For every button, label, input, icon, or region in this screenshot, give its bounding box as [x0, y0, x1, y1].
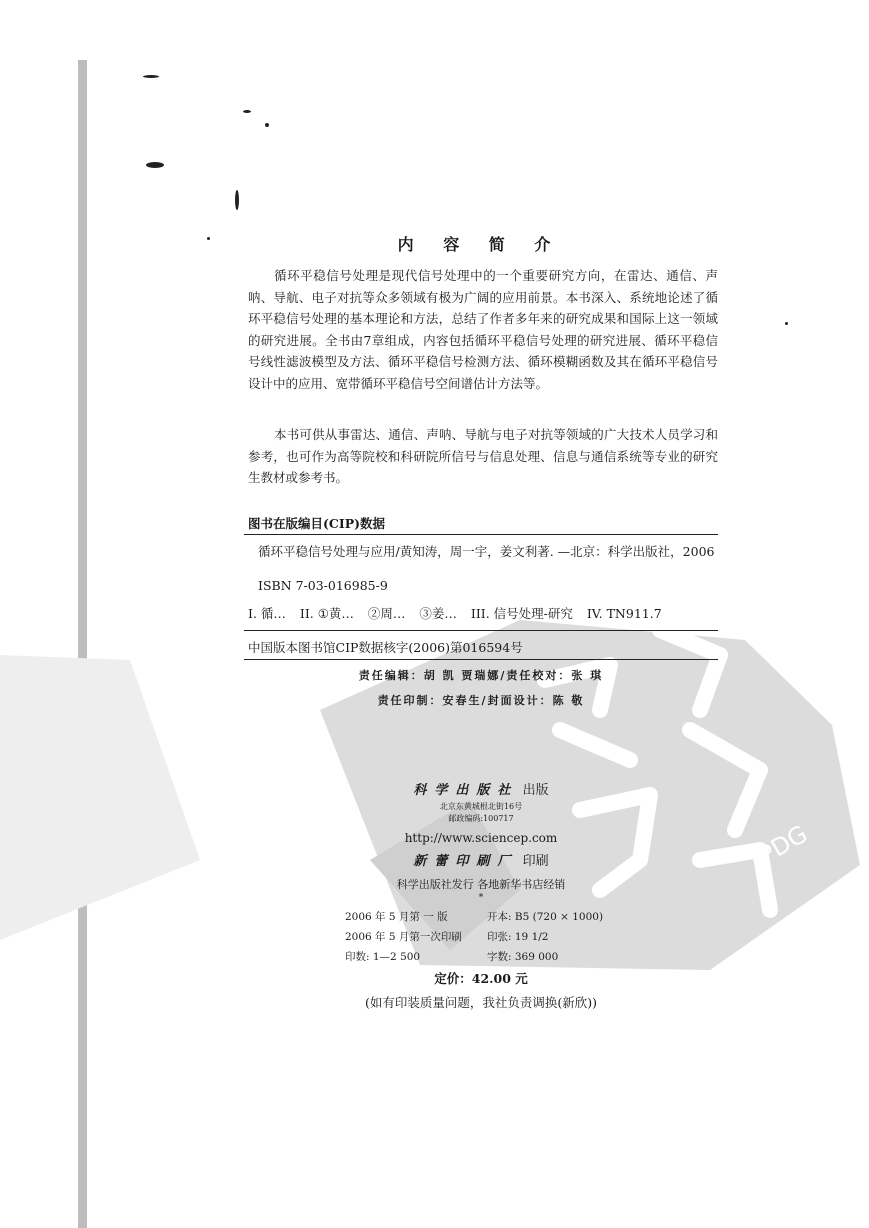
scan-speck — [243, 110, 251, 113]
scan-speck — [207, 237, 210, 240]
scan-speck — [235, 190, 239, 210]
cip-header: 图书在版编目(CIP)数据 — [248, 516, 386, 531]
edition-specs-left — [345, 907, 480, 967]
credits-production: 责任印制：安春生/封面设计：陈 敬 — [377, 694, 585, 707]
cip-classification — [248, 605, 718, 622]
credits-editors: 责任编辑：胡 凯 贾瑞娜/责任校对：张 琪 — [358, 669, 604, 682]
summary-paragraph: 循环平稳信号处理是现代信号处理中的一个重要研究方向，在雷达、通信、声呐、导航、电子对抗等众多领域有极为广阔的应用前景。本书深入、系统地论述了循环平稳信号处理的基本理论和方法，总结了作者多年来的研究成果和国际上这一领域的研究进展。全书由7章组成，内容包括循环平稳信号处理的研究进展、循环平稳信号线性滤波模型及方法、循环平稳信号检测方法、循环模糊函数及其在循环平稳信号设计中的应用、宽带循环平稳信号空间谱估计方法等。 — [248, 268, 718, 391]
publisher-suffix: 出版 — [522, 783, 549, 798]
cip-class-item: IV. TN911.7 — [586, 606, 662, 621]
distribution-line: 科学出版社发行 各地新华书店经销 — [396, 878, 566, 891]
printer-suffix: 印刷 — [522, 854, 549, 869]
publisher-postcode: 邮政编码:100717 — [448, 814, 514, 823]
scan-speck — [265, 123, 269, 127]
edition-date: 2006 年 5 月第 一 版 — [345, 911, 448, 923]
publisher-address: 北京东黄城根北街16号 — [439, 802, 523, 811]
cip-rule-top — [244, 534, 718, 535]
cip-class-item: ②周… — [367, 606, 406, 621]
publisher-name: 科学出版社 — [413, 783, 519, 798]
price: 定价：42.00 元 — [434, 971, 528, 986]
cip-class-item: II. ①黄… — [299, 606, 354, 621]
cip-rule-bottom — [244, 659, 718, 660]
edition-specs-right — [487, 907, 627, 967]
printer-name: 新蕾印刷厂 — [413, 854, 519, 869]
word-count: 字数: 369 000 — [487, 951, 559, 963]
cip-record-text: 循环平稳信号处理与应用/黄知涛，周一宇，姜文利著. —北京：科学出版社，2006 — [258, 544, 715, 559]
cip-class-item: III. 信号处理-研究 — [470, 606, 573, 621]
cip-class-item: I. 循… — [248, 606, 286, 621]
summary-paragraph: 本书可供从事雷达、通信、声呐、导航与电子对抗等领域的广大技术人员学习和参考，也可作为高等院校和科研院所信号与信息处理、信息与通信系统等专业的研究生教材或参考书。 — [248, 427, 718, 485]
publisher-url: http://www.sciencep.com — [404, 831, 558, 845]
print-date: 2006 年 5 月第一次印刷 — [345, 931, 462, 943]
quality-note: (如有印装质量问题，我社负责调换(新欣)) — [364, 995, 597, 1010]
scan-speck — [146, 162, 164, 168]
scan-speck — [785, 322, 788, 325]
separator-star: * — [478, 893, 484, 903]
summary-title: 内 容 简 介 — [397, 235, 563, 254]
svg-text:PDG: PDG — [753, 819, 813, 870]
cip-record — [248, 543, 718, 560]
cip-isbn: ISBN 7-03-016985-9 — [258, 578, 388, 593]
format-size: 开本: B5 (720 × 1000) — [487, 911, 604, 923]
cip-rule-middle — [244, 630, 718, 631]
scan-speck — [143, 75, 159, 78]
printer-line — [244, 850, 718, 869]
print-run: 印数: 1—2 500 — [345, 951, 421, 963]
cip-verification: 中国版本图书馆CIP数据核字(2006)第016594号 — [248, 640, 523, 655]
publisher-line — [244, 779, 718, 798]
cip-class-item: ③姜… — [419, 606, 457, 621]
sheet-count: 印张: 19 1/2 — [487, 931, 549, 943]
